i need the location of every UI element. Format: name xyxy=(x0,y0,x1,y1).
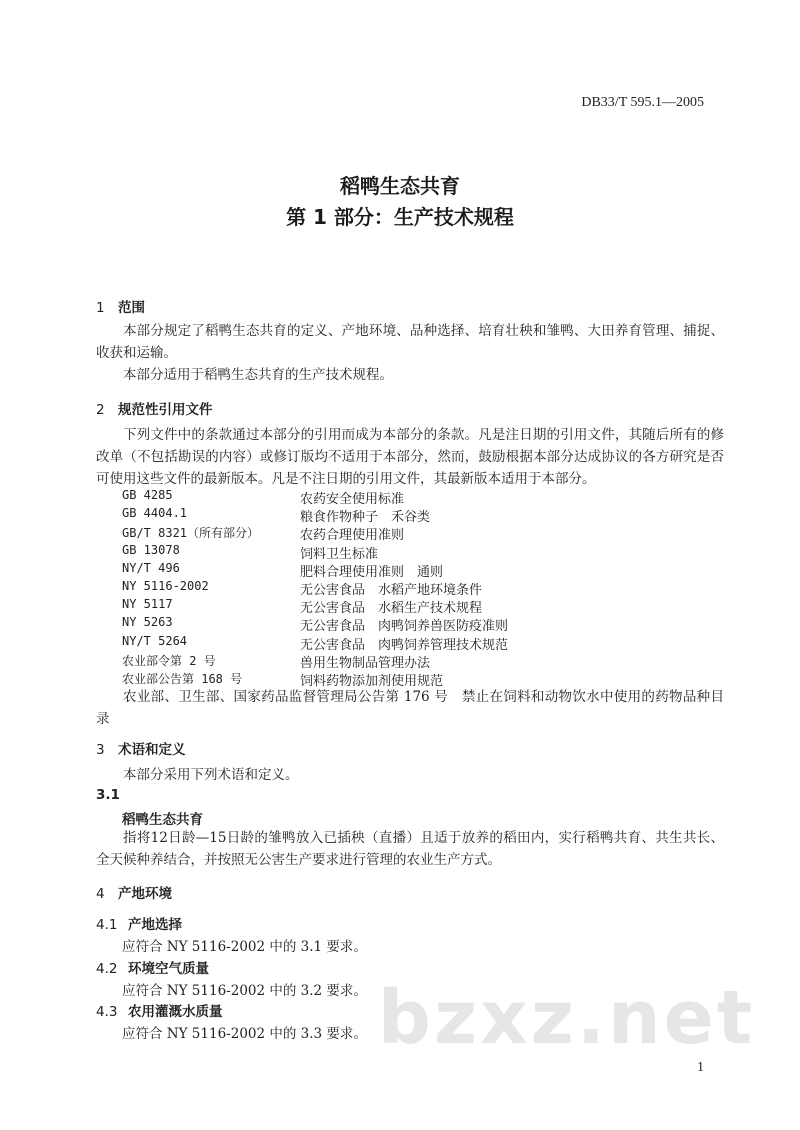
section-3-paragraph-1: 本部分采用下列术语和定义。 xyxy=(123,767,299,783)
subsection-number: 4.1 xyxy=(96,917,118,933)
subsection-4-3-heading xyxy=(96,1000,223,1020)
reference-title: 粮食作物种子 禾谷类 xyxy=(300,510,431,526)
subsection-4-2-text: 应符合 NY 5116-2002 中的 3.2 要求。 xyxy=(122,983,367,999)
reference-item xyxy=(0,506,800,524)
reference-item xyxy=(0,597,800,615)
section-1-heading xyxy=(96,296,145,316)
section-1-paragraph-2: 本部分适用于稻鸭生态共育的生产技术规程。 xyxy=(123,367,393,383)
term-definition: 指将12日龄—15日龄的雏鸭放入已插秧（直播）且适于放养的稻田内，实行稻鸭共育、共生共长、全天候种养结合，并按照无公害生产要求进行管理的农业生产方式。 xyxy=(96,830,724,868)
page-number: 1 xyxy=(697,1060,704,1075)
reference-code: NY 5117 xyxy=(122,597,173,612)
term-number: 3.1 xyxy=(96,787,120,803)
section-number: 3 xyxy=(96,742,105,758)
section-1-paragraph-1: 本部分规定了稻鸭生态共育的定义、产地环境、品种选择、培育壮秧和雏鸭、大田养育管理、捕捉、收获和运输。 xyxy=(96,323,724,361)
reference-title: 无公害食品 肉鸭饲养兽医防疫准则 xyxy=(300,619,509,635)
reference-title: 无公害食品 水稻生产技术规程 xyxy=(300,601,483,617)
subsection-4-1-text: 应符合 NY 5116-2002 中的 3.1 要求。 xyxy=(122,939,367,955)
reference-item xyxy=(0,579,800,597)
reference-code: NY 5263 xyxy=(122,615,173,630)
watermark-text: bzxz.net xyxy=(378,975,756,1061)
reference-item-last: 农业部、卫生部、国家药品监督管理局公告第 176 号 禁止在饲料和动物饮水中使用的药物品种目录 xyxy=(96,689,724,727)
reference-title: 农药合理使用准则 xyxy=(300,528,405,544)
document-title: 稻鸭生态共育 xyxy=(340,174,460,198)
reference-code: NY/T 5264 xyxy=(122,633,188,648)
document-subtitle: 第 1 部分：生产技术规程 xyxy=(286,205,514,229)
subsection-4-1-heading xyxy=(96,913,182,933)
standard-number: DB33/T 595.1—2005 xyxy=(581,95,704,110)
reference-title: 无公害食品 肉鸭饲养管理技术规范 xyxy=(300,637,509,653)
subsection-title: 产地选择 xyxy=(128,917,182,933)
reference-code: GB 13078 xyxy=(122,542,180,557)
subsection-4-3-text: 应符合 NY 5116-2002 中的 3.3 要求。 xyxy=(122,1026,367,1042)
reference-title: 饲料卫生标准 xyxy=(300,546,379,562)
reference-item xyxy=(0,524,800,542)
section-title: 范围 xyxy=(118,300,145,316)
reference-code: 农业部令第 2 号 xyxy=(122,653,216,668)
reference-code: GB/T 8321（所有部分） xyxy=(122,526,260,541)
reference-title: 兽用生物制品管理办法 xyxy=(300,655,431,671)
subsection-4-2-heading xyxy=(96,957,209,977)
reference-title: 肥料合理使用准则 通则 xyxy=(300,564,444,580)
section-number: 2 xyxy=(96,402,105,418)
reference-title: 饲料药物添加剂使用规范 xyxy=(300,674,444,689)
section-3-heading xyxy=(96,738,186,758)
reference-code: NY 5116-2002 xyxy=(122,579,209,593)
section-number: 4 xyxy=(96,886,105,902)
reference-item xyxy=(0,652,800,670)
section-4-heading xyxy=(96,882,172,902)
reference-code: NY/T 496 xyxy=(122,560,180,575)
section-title: 规范性引用文件 xyxy=(118,402,213,418)
reference-code: 农业部公告第 168 号 xyxy=(122,672,243,686)
section-number: 1 xyxy=(96,300,105,316)
term-name: 稻鸭生态共育 xyxy=(122,812,203,828)
section-2-paragraph-1: 下列文件中的条款通过本部分的引用而成为本部分的条款。凡是注日期的引用文件，其随后所有的修改单（不包括勘误的内容）或修订版均不适用于本部分，然而，鼓励根据本部分达成协议的各方研究是否可使用这些文件的最新版本。凡是不注日期的引用文件，其最新版本适用于本部分。 xyxy=(96,427,724,487)
subsection-number: 4.3 xyxy=(96,1004,118,1020)
subsection-title: 农用灌溉水质量 xyxy=(128,1004,223,1020)
reference-title: 农药安全使用标准 xyxy=(300,492,405,507)
reference-item xyxy=(0,561,800,579)
reference-code: GB 4404.1 xyxy=(122,506,188,521)
reference-code: GB 4285 xyxy=(122,488,173,502)
reference-title: 无公害食品 水稻产地环境条件 xyxy=(300,583,483,598)
reference-item xyxy=(0,543,800,561)
section-2-heading xyxy=(96,398,213,418)
reference-item xyxy=(0,615,800,633)
section-title: 术语和定义 xyxy=(118,742,186,758)
subsection-title: 环境空气质量 xyxy=(128,961,209,977)
reference-item xyxy=(0,634,800,652)
section-title: 产地环境 xyxy=(118,886,172,902)
subsection-number: 4.2 xyxy=(96,961,118,977)
reference-item xyxy=(0,488,800,506)
